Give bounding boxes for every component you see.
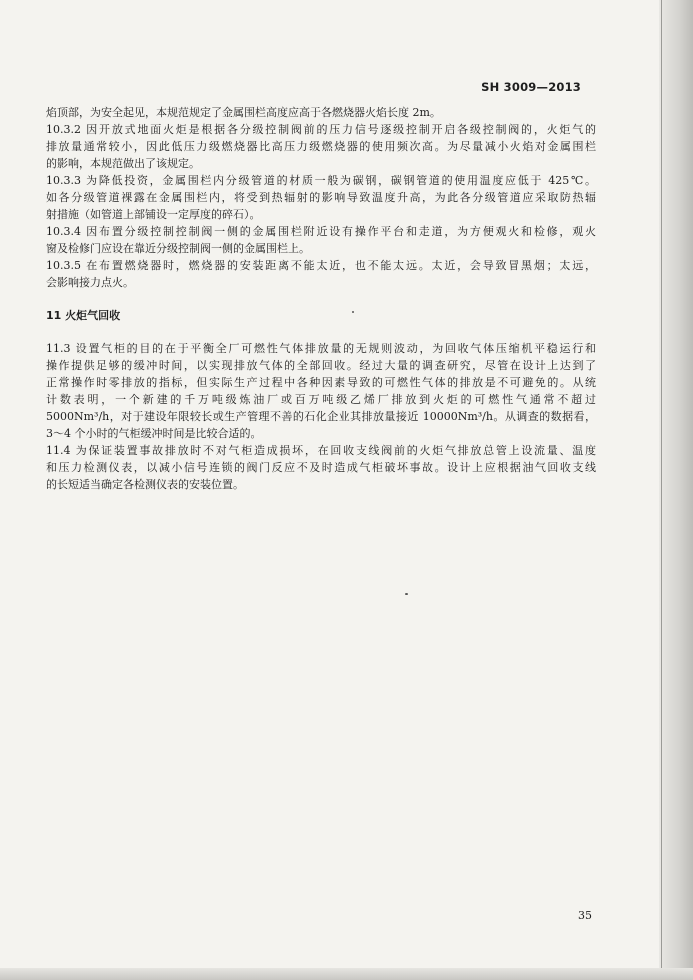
paragraph	[46, 257, 596, 291]
paragraph	[46, 340, 596, 442]
text-line: 10.3.4 因布置分级控制控制阀一侧的金属围栏附近设有操作平台和走道，为方便观火和检修，观火	[46, 225, 596, 238]
text-line: 射措施（如管道上部铺设一定厚度的碎石）。	[46, 208, 261, 221]
text-line: 10.3.5 在布置燃烧器时，燃烧器的安装距离不能太近，也不能太远。太近，会导致冒黑烟；太远，	[46, 259, 596, 272]
page-edge-line	[661, 0, 662, 980]
paragraph	[46, 104, 596, 121]
text-line: 5000Nm³/h，对于建设年限较长或生产管理不善的石化企业其排放量接近 10000Nm³/h。从调查的数据看，	[46, 410, 596, 423]
text-line: 和压力检测仪表，以减小信号连锁的阀门反应不及时造成气柜破坏事故。设计上应根据油气回收支线	[46, 461, 596, 474]
document-body	[46, 104, 596, 493]
paragraph	[46, 172, 596, 223]
page-edge-shadow	[659, 0, 693, 980]
paragraph	[46, 121, 596, 172]
text-line: 会影响接力点火。	[46, 276, 134, 289]
text-line: 3～4 个小时的气柜缓冲时间是比较合适的。	[46, 427, 262, 440]
section-heading: 11 火炬气回收	[46, 309, 121, 322]
text-line: 操作提供足够的缓冲时间，以实现排放气体的全部回收。经过大量的调查研究，尽管在设计上达到了	[46, 359, 596, 372]
text-line: 11.4 为保证装置事故排放时不对气柜造成损坏，在回收支线阀前的火炬气排放总管上设流量、温度	[46, 444, 596, 457]
paragraph	[46, 442, 596, 493]
text-line: 11.3 设置气柜的目的在于平衡全厂可燃性气体排放量的无规则波动，为回收气体压缩机平稳运行和	[46, 342, 596, 355]
paragraph	[46, 223, 596, 257]
text-line: 计数表明，一个新建的千万吨级炼油厂或百万吨级乙烯厂排放到火炬的可燃性气通常不超过	[46, 393, 596, 406]
text-line: 排放量通常较小，因此低压力级燃烧器比高压力级燃烧器的使用频次高。为尽量减小火焰对金属围栏	[46, 140, 596, 153]
text-line: 窗及检修门应设在靠近分级控制阀一侧的金属围栏上。	[46, 242, 310, 255]
scan-speck	[352, 311, 354, 313]
text-line: 的影响，本规范做出了该规定。	[46, 157, 200, 170]
text-line: 如各分级管道裸露在金属围栏内，将受到热辐射的影响导致温度升高，为此各分级管道应采取防热辐	[46, 191, 596, 204]
text-line: 的长短适当确定各检测仪表的安装位置。	[46, 478, 244, 491]
text-line: 正常操作时零排放的指标，但实际生产过程中各种因素导致的可燃性气体的排放是不可避免的。从统	[46, 376, 596, 389]
page-number: 35	[578, 909, 592, 922]
text-line: 10.3.3 为降低投资，金属围栏内分级管道的材质一般为碳钢，碳钢管道的使用温度应低于 425℃。	[46, 174, 596, 187]
page-bottom-shadow	[0, 968, 693, 980]
standard-code-header: SH 3009—2013	[481, 80, 581, 94]
text-line: 焰顶部，为安全起见，本规范规定了金属围栏高度应高于各燃烧器火焰长度 2m。	[46, 106, 441, 119]
scan-speck	[405, 593, 408, 595]
text-line: 10.3.2 因开放式地面火炬是根据各分级控制阀前的压力信号逐级控制开启各级控制阀的，火炬气的	[46, 123, 596, 136]
